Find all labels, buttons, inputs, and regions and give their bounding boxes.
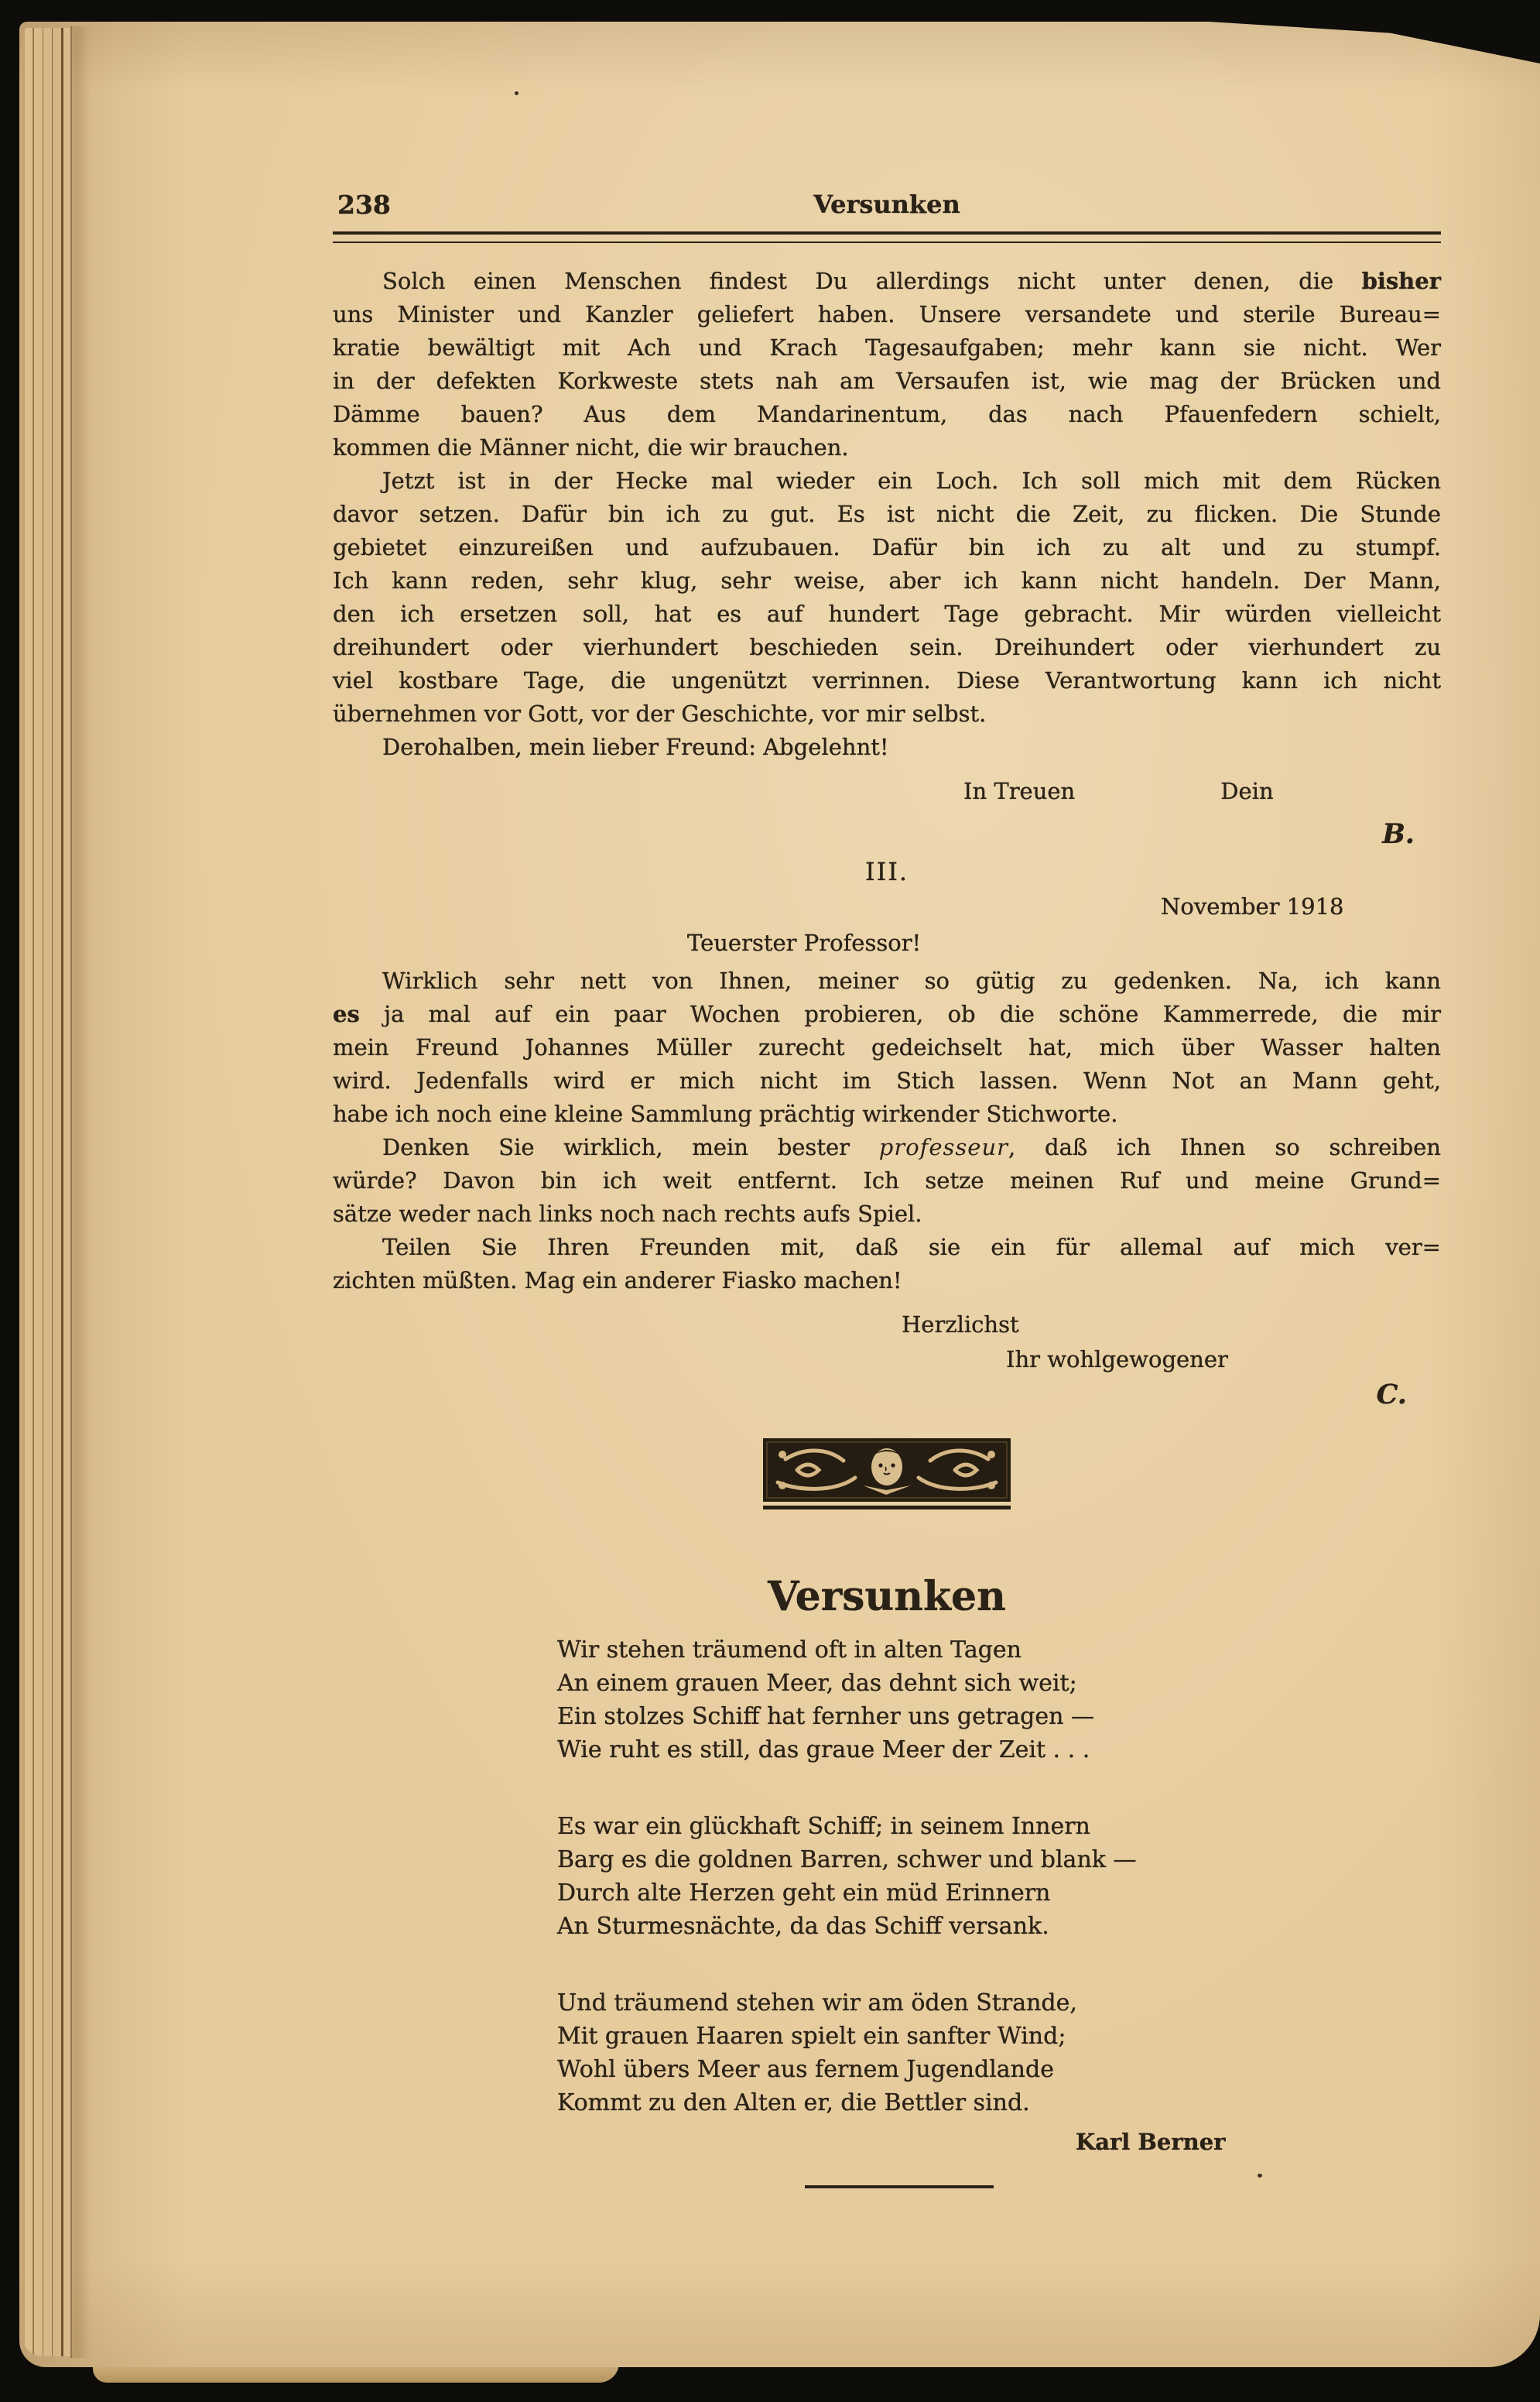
letter-closing <box>333 775 1441 808</box>
face-icon <box>871 1448 902 1485</box>
text-line: Denken Sie wirklich, mein bester professeur, daß ich Ihnen so schreiben <box>382 1134 1441 1160</box>
paragraph <box>333 1131 1441 1231</box>
text-line: davor setzen. Dafür bin ich zu gut. Es ist nicht die Zeit, zu flicken. Die Stunde <box>333 501 1441 527</box>
signature-initial: C. <box>1376 1379 1407 1410</box>
salutation: Teuerster Professor! <box>687 930 922 956</box>
text-line: Solch einen Menschen findest Du allerdings nicht unter denen, die bisher <box>382 268 1441 294</box>
text-line: uns Minister und Kanzler geliefert haben. Unsere versandete und sterile Bureau= <box>333 301 1441 327</box>
poem-body <box>557 1633 1441 2119</box>
paper-speck <box>515 91 518 95</box>
text-line: wird. Jedenfalls wird er mich nicht im Stich lassen. Wenn Not an Mann geht, <box>333 1067 1441 1094</box>
text-line: dreihundert oder vierhundert beschieden sein. Dreihundert oder vierhundert zu <box>333 634 1441 660</box>
text-line: sätze weder nach links noch nach rechts aufs Spiel. <box>333 1201 922 1227</box>
text-line: An Sturmesnächte, da das Schiff versank. <box>557 1913 1049 1940</box>
text-line: habe ich noch eine kleine Sammlung prächtig wirkender Stichworte. <box>333 1101 1118 1127</box>
text-line: Es war ein glückhaft Schiff; in seinem Innern <box>557 1813 1090 1840</box>
closing-address: Dein <box>1220 778 1274 804</box>
text-line: übernehmen vor Gott, vor der Geschichte, vor mir selbst. <box>333 701 987 727</box>
page-leaf-edges <box>22 28 72 2356</box>
text-line: es ja mal auf ein paar Wochen probieren, ob die schöne Kammerrede, die mir <box>333 1001 1441 1027</box>
text-line: Ein stolzes Schiff hat fernher uns getragen — <box>557 1703 1094 1730</box>
paragraph <box>333 965 1441 1131</box>
poem-stanza <box>557 1633 1441 1766</box>
text-line: Barg es die goldnen Barren, schwer und blank — <box>557 1846 1137 1873</box>
letter-date: November 1918 <box>1161 893 1344 920</box>
text-line: würde? Davon bin ich weit entfernt. Ich setze meinen Ruf und meine Grund= <box>333 1167 1441 1194</box>
closing-address: Ihr wohlgewogener <box>1006 1346 1228 1372</box>
text-line: Wirklich sehr nett von Ihnen, meiner so gütig zu gedenken. Na, ich kann <box>382 968 1441 994</box>
paragraph <box>333 1231 1441 1297</box>
text-line: Mit grauen Haaren spielt ein sanfter Wind; <box>557 2023 1066 2050</box>
end-rule <box>805 2185 994 2188</box>
text-line: viel kostbare Tage, die ungenützt verrinnen. Diese Verantwortung kann ich nicht <box>333 667 1441 694</box>
text-line: Dämme bauen? Aus dem Mandarinentum, das nach Pfauenfedern schielt, <box>333 401 1441 427</box>
text-line: mein Freund Johannes Müller zurecht gedeichselt hat, mich über Wasser halten <box>333 1034 1441 1061</box>
page-header <box>333 188 1441 231</box>
text-line: den ich ersetzen soll, hat es auf hundert Tage gebracht. Mir würden vielleicht <box>333 601 1441 627</box>
text-line: Und träumend stehen wir am öden Strande, <box>557 1989 1077 2017</box>
text-line: Teilen Sie Ihren Freunden mit, daß sie ein für allemal auf mich ver= <box>382 1234 1441 1260</box>
page-number: 238 <box>337 190 391 220</box>
text-line: Durch alte Herzen geht ein müd Erinnern <box>557 1879 1051 1907</box>
poem-stanza <box>557 1810 1441 1943</box>
text-line: Wir stehen träumend oft in alten Tagen <box>557 1636 1022 1664</box>
spine-shadow <box>70 26 91 2358</box>
text-line: kratie bewältigt mit Ach und Krach Tagesaufgaben; mehr kann sie nicht. Wer <box>333 334 1441 361</box>
paragraph <box>333 265 1441 464</box>
section-number: III. <box>864 857 909 886</box>
poem-stanza <box>557 1986 1441 2119</box>
text-line: Jetzt ist in der Hecke mal wieder ein Loch. Ich soll mich mit dem Rücken <box>382 468 1441 494</box>
closing-phrase: In Treuen <box>963 778 1076 804</box>
header-rule <box>333 231 1441 243</box>
letter-second-body <box>333 265 1441 851</box>
closing-phrase: Herzlichst <box>902 1311 1019 1338</box>
paragraph <box>333 464 1441 731</box>
text-line: zichten müßten. Mag ein anderer Fiasko machen! <box>333 1267 902 1294</box>
paragraph <box>333 731 1441 764</box>
page-content <box>333 188 1441 2188</box>
text-line: Derohalben, mein lieber Freund: Abgelehnt! <box>382 734 889 760</box>
text-line: Ich kann reden, sehr klug, sehr weise, aber ich kann nicht handeln. Der Mann, <box>333 567 1441 594</box>
text-line: Wie ruht es still, das graue Meer der Zeit . . . <box>557 1736 1090 1763</box>
text-line: Kommt zu den Alten er, die Bettler sind. <box>557 2089 1030 2116</box>
poem-author: Karl Berner <box>1076 2129 1226 2155</box>
text-line: kommen die Männer nicht, die wir brauchen. <box>333 434 849 461</box>
signature-initial: B. <box>1382 818 1415 850</box>
poem-title: Versunken <box>768 1573 1006 1620</box>
letter-third-body <box>333 855 1441 1411</box>
text-line: gebietet einzureißen und aufzubauen. Dafür bin ich zu alt und zu stumpf. <box>333 534 1441 560</box>
text-line: Wohl übers Meer aus fernem Jugendlande <box>557 2056 1054 2083</box>
text-line: An einem grauen Meer, das dehnt sich weit; <box>557 1670 1077 1697</box>
running-title: Versunken <box>813 190 960 219</box>
woodcut-mascaron-band-icon <box>762 1437 1011 1512</box>
text-line: in der defekten Korkweste stets nah am Versaufen ist, wie mag der Brücken und <box>333 368 1441 394</box>
